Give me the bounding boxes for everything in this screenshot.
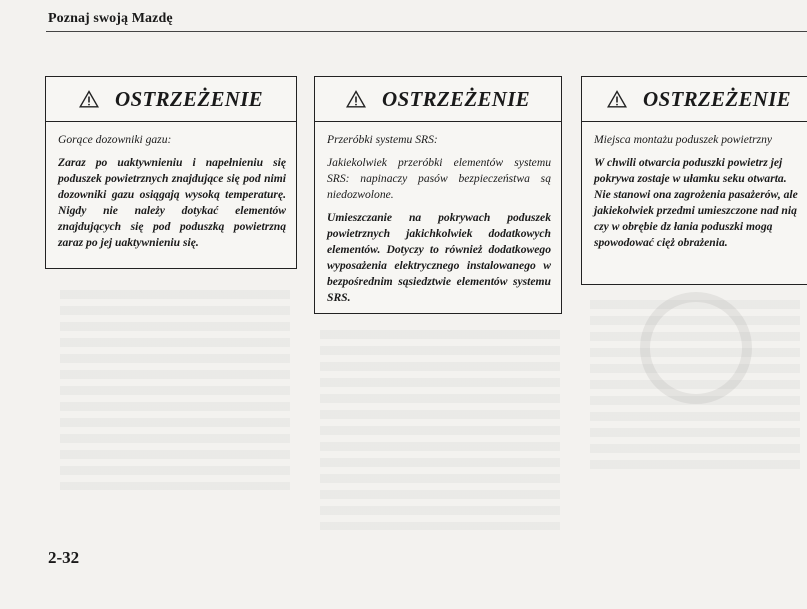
warning-triangle-icon (346, 90, 366, 108)
bleed-through-texture (60, 290, 290, 490)
warning-subtitle: Miejsca montażu poduszek powietrzny (594, 133, 773, 146)
warning-box-airbag-mounting (581, 76, 807, 285)
warning-box-srs-modifications (314, 76, 562, 314)
warning-paragraph: Umieszczanie na pokrywach poduszek powietrznych jakichkolwiek dodatkowych elementów. Dotyczy to również dodatkowego wyposażenia elektrycznego instalowanego w bezpośrednim sąsiedztwie elementów systemu SRS. (327, 211, 551, 304)
warning-paragraph: W chwili otwarcia poduszki powietrz jej pokrywa zostaje w ułamku seku otwarta. Nie stanowi ona zagrożenia pasażerów, ale jakiekolwiek przedmi umieszczone nad nią czy w obrębie dz łania poduszki mogą spowodować cięż obrażenia. (594, 156, 798, 249)
page-header-title: Poznaj swoją Mazdę (48, 11, 173, 26)
warning-heading-text: OSTRZEŻENIE (115, 86, 263, 111)
page-number: 2-32 (48, 548, 80, 567)
warning-subtitle: Gorące dozowniki gazu: (58, 133, 172, 146)
bleed-through-texture (320, 330, 560, 530)
warning-heading (582, 77, 807, 122)
warning-triangle-icon (607, 90, 627, 108)
warning-paragraph: Zaraz po uaktywnieniu i napełnieniu się poduszek powietrznych znajdujące się pod nimi dozowniki gazu osiągają wysoką temperaturę. Nigdy nie należy dotykać elementów znajdujących się pod poduszką powietrzną zaraz po jej uaktywnieniu się. (58, 156, 286, 249)
warning-box-hot-inflators (45, 76, 297, 269)
warning-heading (46, 77, 296, 122)
header-divider (46, 31, 807, 32)
warning-subtitle: Przeróbki systemu SRS: (327, 133, 438, 146)
warning-heading-text: OSTRZEŻENIE (382, 86, 530, 111)
warning-heading (315, 77, 561, 122)
bleed-through-circle (640, 292, 752, 404)
warning-triangle-icon (79, 90, 99, 108)
warning-paragraph: Jakiekolwiek przeróbki elementów systemu SRS: napinaczy pasów bezpieczeństwa są niedozwolone. (327, 156, 551, 201)
warning-heading-text: OSTRZEŻENIE (643, 86, 791, 111)
